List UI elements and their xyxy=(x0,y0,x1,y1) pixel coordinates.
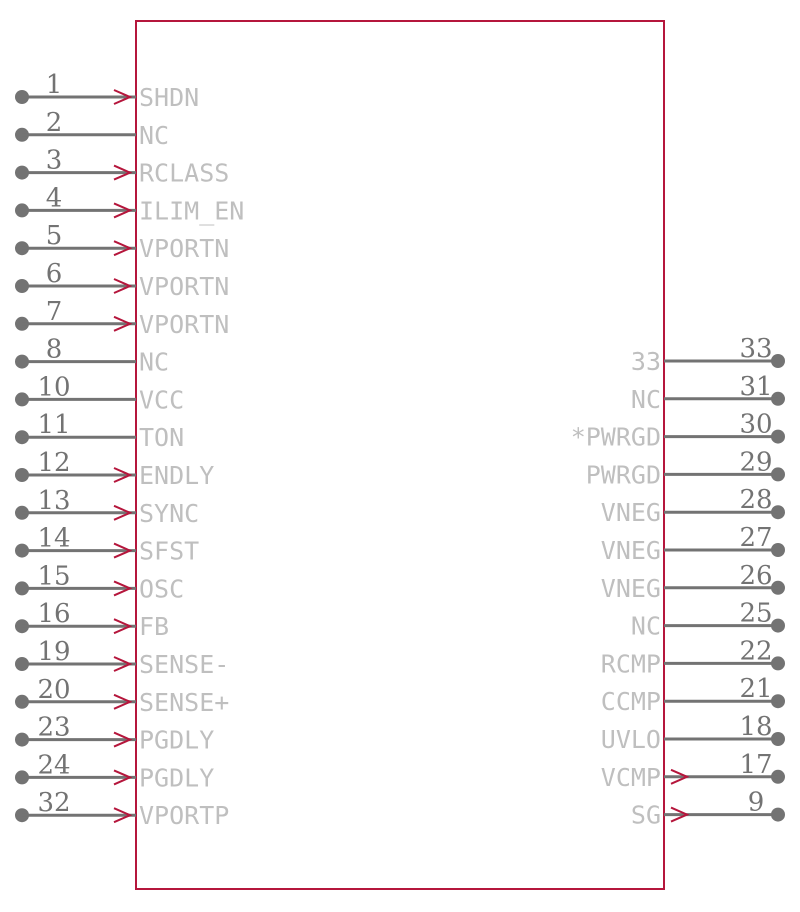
pin-name: SG xyxy=(630,800,661,830)
pin-12 xyxy=(15,448,214,490)
pin-13 xyxy=(15,486,199,528)
pin-18 xyxy=(601,712,785,754)
pin-name: OSC xyxy=(139,574,185,604)
pin-number: 17 xyxy=(739,749,773,780)
pin-number: 32 xyxy=(37,788,71,819)
pin-10 xyxy=(15,372,184,414)
pin-name: FB xyxy=(139,612,170,642)
pin-number: 7 xyxy=(45,296,63,327)
pin-number: 1 xyxy=(45,70,63,100)
pin-15 xyxy=(15,561,184,603)
pin-number: 5 xyxy=(45,221,63,252)
pin-name: VCC xyxy=(139,385,185,415)
pin-number: 8 xyxy=(45,334,63,365)
pin-name: NC xyxy=(139,120,170,150)
pin-27 xyxy=(601,523,785,565)
pin-number: 6 xyxy=(45,259,63,289)
pin-name: VNEG xyxy=(600,498,661,528)
pin-number: 20 xyxy=(37,674,71,705)
pin-number: 19 xyxy=(37,637,71,667)
pin-number: 33 xyxy=(739,334,773,364)
pin-number: 2 xyxy=(45,107,63,138)
pin-14 xyxy=(15,524,199,566)
pin-number: 30 xyxy=(739,409,773,440)
pin-name: VNEG xyxy=(600,573,661,603)
pin-number: 31 xyxy=(739,371,773,402)
pin-name: NC xyxy=(630,384,661,414)
right-pin-group xyxy=(571,334,785,830)
pin-1 xyxy=(15,70,199,112)
pin-name: PGDLY xyxy=(139,763,215,793)
pin-3 xyxy=(15,146,229,188)
pin-name: *PWRGD xyxy=(570,422,661,452)
pin-number: 13 xyxy=(37,485,71,516)
pin-number: 3 xyxy=(45,145,63,176)
pin-number: 18 xyxy=(739,712,773,742)
pin-name: SFST xyxy=(139,536,200,566)
pin-19 xyxy=(15,637,229,679)
pin-name: SENSE+ xyxy=(139,687,230,717)
pin-number: 27 xyxy=(739,523,773,553)
pin-name: VPORTN xyxy=(139,309,230,339)
pin-30 xyxy=(571,410,785,452)
pin-number: 4 xyxy=(45,183,63,214)
pin-20 xyxy=(15,675,229,717)
pin-number: 11 xyxy=(37,410,71,441)
pin-4 xyxy=(15,183,244,225)
pin-name: CCMP xyxy=(600,687,661,717)
pin-name: PGDLY xyxy=(139,725,215,755)
pin-name: UVLO xyxy=(600,725,661,754)
pin-6 xyxy=(15,259,229,301)
pin-name: VNEG xyxy=(600,536,661,565)
pin-number: 23 xyxy=(37,712,71,743)
pin-name: 33 xyxy=(630,347,661,376)
pin-16 xyxy=(15,599,169,641)
pin-28 xyxy=(601,485,785,527)
pin-number: 16 xyxy=(37,599,71,630)
ic-body-outline xyxy=(136,21,664,889)
pin-name: ENDLY xyxy=(139,461,215,490)
pin-26 xyxy=(601,561,785,603)
pin-9 xyxy=(631,788,785,830)
pin-22 xyxy=(601,636,785,678)
pin-25 xyxy=(631,599,785,641)
pin-name: RCLASS xyxy=(139,158,230,188)
pin-name: ILIM_EN xyxy=(139,196,245,226)
pin-number: 9 xyxy=(747,787,765,818)
pin-name: RCMP xyxy=(600,649,661,679)
pin-2 xyxy=(15,108,169,150)
pin-number: 29 xyxy=(739,447,773,478)
pin-number: 24 xyxy=(37,750,71,781)
pin-number: 14 xyxy=(37,523,71,554)
pin-number: 22 xyxy=(739,636,773,667)
pin-name: VPORTP xyxy=(139,801,230,831)
pin-name: VPORTN xyxy=(139,234,230,264)
pin-name: SYNC xyxy=(139,498,200,528)
pin-8 xyxy=(15,335,169,377)
pin-number: 25 xyxy=(739,598,773,629)
pin-number: 26 xyxy=(739,560,773,591)
pin-name: NC xyxy=(139,347,170,377)
pin-name: VCMP xyxy=(600,762,661,792)
pin-5 xyxy=(15,221,229,263)
pin-name: VPORTN xyxy=(139,272,230,301)
pin-number: 15 xyxy=(37,561,71,592)
pin-32 xyxy=(15,788,229,830)
pin-name: SENSE- xyxy=(139,650,230,679)
pin-23 xyxy=(15,713,214,755)
pin-17 xyxy=(601,750,785,792)
left-pin-group xyxy=(15,70,244,830)
pin-33 xyxy=(631,334,785,376)
pin-11 xyxy=(15,410,184,452)
pin-name: PWRGD xyxy=(585,460,661,490)
pin-number: 28 xyxy=(739,485,773,516)
pin-name: NC xyxy=(630,611,661,641)
pin-name: TON xyxy=(139,423,185,453)
pin-name: SHDN xyxy=(139,83,200,112)
pin-number: 12 xyxy=(37,448,71,478)
pin-29 xyxy=(586,447,785,489)
pin-number: 10 xyxy=(37,372,71,403)
pin-number: 21 xyxy=(739,674,773,705)
pin-31 xyxy=(631,372,785,414)
pin-24 xyxy=(15,750,214,792)
pin-21 xyxy=(601,674,785,716)
pin-7 xyxy=(15,297,229,339)
